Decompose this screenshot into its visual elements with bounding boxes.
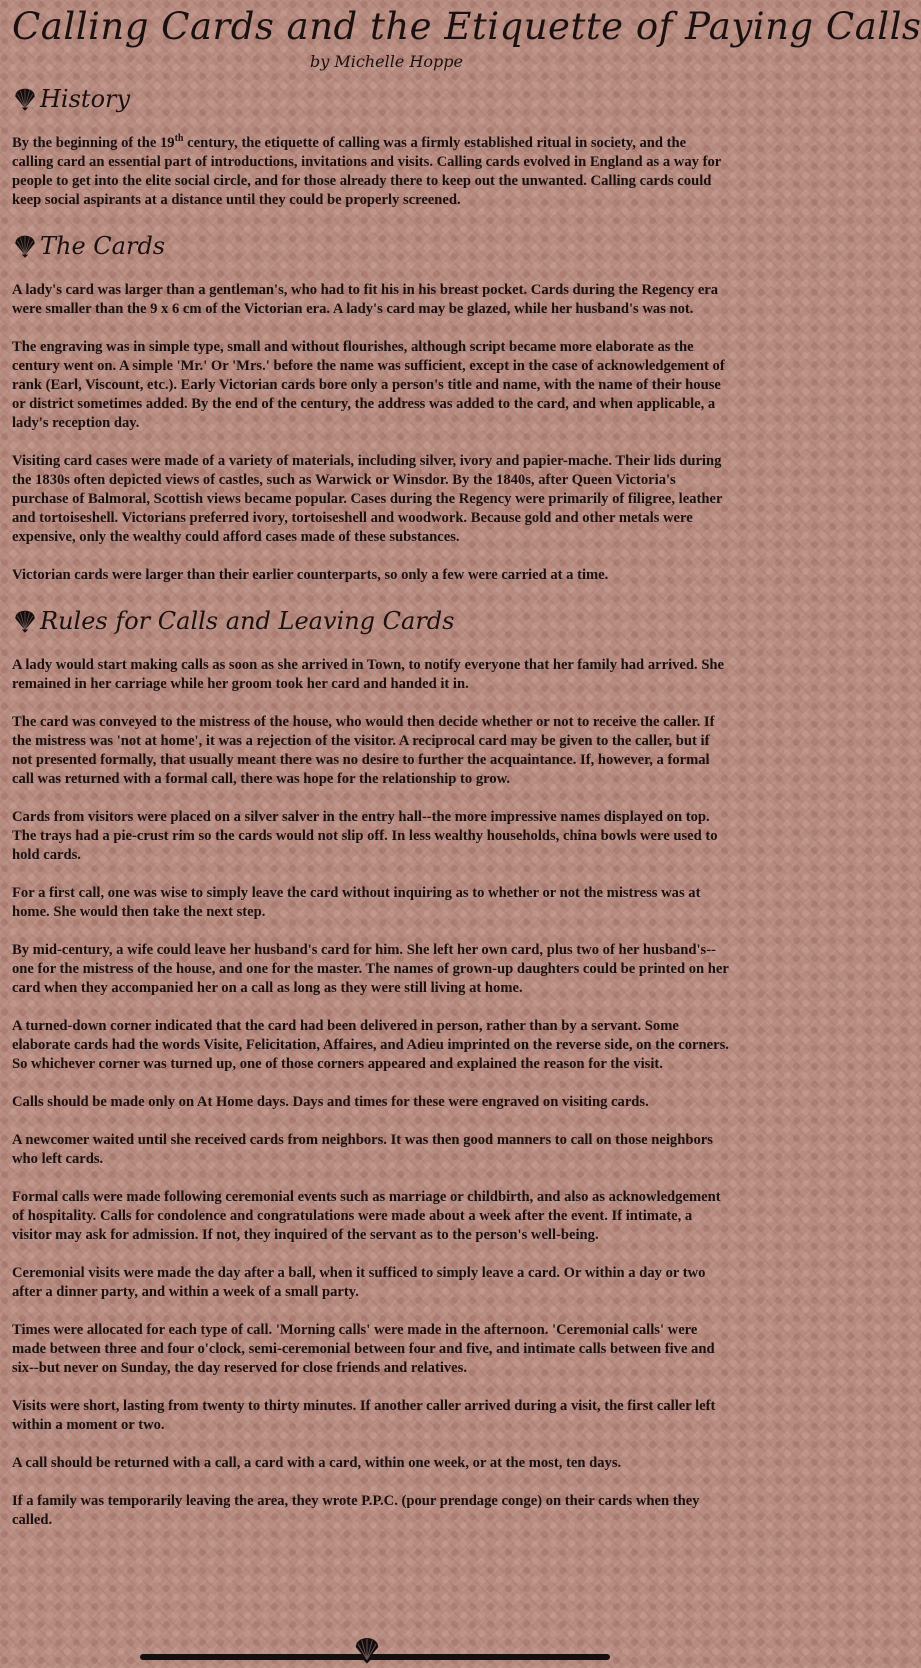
paragraph: By mid-century, a wife could leave her husband's card for him. She left her own card, plus two of her husband's--one for the mistress of the house, and one for the master. The names of grown-up daughters could be printed on her card when they accompanied her on a call as long as they were still living at home. (12, 942, 729, 996)
byline: by Michelle Hoppe (310, 52, 463, 71)
paragraph: The engraving was in simple type, small and without flourishes, although script became more elaborate as the century went on. A simple 'Mr.' Or 'Mrs.' before the name was sufficient, except in the case of acknowledgement of rank (Earl, Viscount, etc.). Early Victorian cards bore only a person's title and name, with the name of their house or district sometimes added. By the end of the century, the address was added to the card, and when applicable, a lady's reception day. (12, 339, 725, 431)
paragraph: The card was conveyed to the mistress of the house, who would then decide whether or not to receive the caller. If the mistress was 'not at home', it was a rejection of the visitor. A reciprocal card may be given to the caller, but if not presented formally, that usually meant there was no desire to further the acquaintance. If, however, a formal call was returned with a formal call, there was hope for the relationship to grow. (12, 714, 715, 787)
section-heading-history (12, 82, 731, 116)
paragraph: Formal calls were made following ceremonial events such as marriage or childbirth, and also as acknowledgement of hospitality. Calls for condolence and congratulations were made about a week after the event. If intimate, a visitor may ask for admission. If not, they inquired of the servant as to the person's well-being. (12, 1189, 721, 1243)
section-heading-the-cards (12, 229, 731, 263)
paragraph: Calls should be made only on At Home days. Days and times for these were engraved on visiting cards. (12, 1094, 649, 1110)
paragraph: A lady's card was larger than a gentleman's, who had to fit his in his breast pocket. Cards during the Regency era were smaller than the 9 x 6 cm of the Victorian era. A lady's card may be glazed, while her husband's was not. (12, 282, 719, 317)
paragraph: Ceremonial visits were made the day after a ball, when it sufficed to simply leave a card. Or within a day or two after a dinner party, and within a week of a small party. (12, 1265, 706, 1300)
paragraph: A lady would start making calls as soon as she arrived in Town, to notify everyone that her family had arrived. She remained in her carriage while her groom took her card and handed it in. (12, 657, 725, 692)
page-title: Calling Cards and the Etiquette of Paying Calls (12, 5, 921, 48)
paragraph: Visits were short, lasting from twenty to thirty minutes. If another caller arrived during a visit, the first caller left within a moment or two. (12, 1398, 716, 1433)
paragraph: Visiting card cases were made of a variety of materials, including silver, ivory and papier-mache. Their lids during the 1830s often depicted views of castles, such as Warwick or Winsdor. By the 1840s, after Queen Victoria's purchase of Balmoral, Scottish views became popular. Cases during the Regency were primarily of filigree, leather and tortoiseshell. Victorians preferred ivory, tortoiseshell and woodwork. Because gold and other metals were expensive, only the wealthy could afford cases made of these substances. (12, 453, 723, 545)
scallop-shell-icon (12, 86, 38, 112)
scallop-shell-icon (350, 1635, 384, 1665)
paragraph: A call should be returned with a call, a card with a card, within one week, or at the most, ten days. (12, 1455, 622, 1471)
paragraph: A turned-down corner indicated that the card had been delivered in person, rather than by a servant. Some elaborate cards had the words Visite, Felicitation, Affaires, and Adieu imprinted on the reverse side, on the corners. So whichever corner was turned up, one of those corners appeared and explained the reason for the visit. (12, 1018, 729, 1072)
history-paragraph: By the beginning of the 19th century, the etiquette of calling was a firmly established ritual in society, and the calling card an essential part of introductions, invitations and visits. Calling cards evolved in England as a way for people to get into the elite social circle, and for those already there to keep out the unwanted. Calling cards could keep social aspirants at a distance until they could be properly screened. (12, 133, 721, 208)
section-title: The Cards (40, 232, 166, 260)
paragraph: A newcomer waited until she received cards from neighbors. It was then good manners to call on those neighbors who left cards. (12, 1132, 713, 1167)
paragraph: If a family was temporarily leaving the area, they wrote P.P.C. (pour prendage conge) on their cards when they called. (12, 1493, 700, 1528)
paragraph: For a first call, one was wise to simply leave the card without inquiring as to whether or not the mistress was at home. She would then take the next step. (12, 885, 701, 920)
section-title: Rules for Calls and Leaving Cards (40, 607, 455, 635)
paragraph: Victorian cards were larger than their earlier counterparts, so only a few were carried at a time. (12, 567, 609, 583)
section-title: History (40, 85, 131, 113)
paragraph: Cards from visitors were placed on a silver salver in the entry hall--the more impressive names displayed on top. The trays had a pie-crust rim so the cards would not slip off. In less wealthy households, china bowls were used to hold cards. (12, 809, 718, 863)
scallop-shell-icon (12, 233, 38, 259)
paragraph: Times were allocated for each type of call. 'Morning calls' were made in the afternoon. 'Ceremonial calls' were made between three and four o'clock, semi-ceremonial between four and five, and intimate calls between five and six--but never on Sunday, the day reserved for close friends and relatives. (12, 1322, 715, 1376)
scallop-shell-icon (12, 608, 38, 634)
section-heading-rules (12, 604, 731, 638)
